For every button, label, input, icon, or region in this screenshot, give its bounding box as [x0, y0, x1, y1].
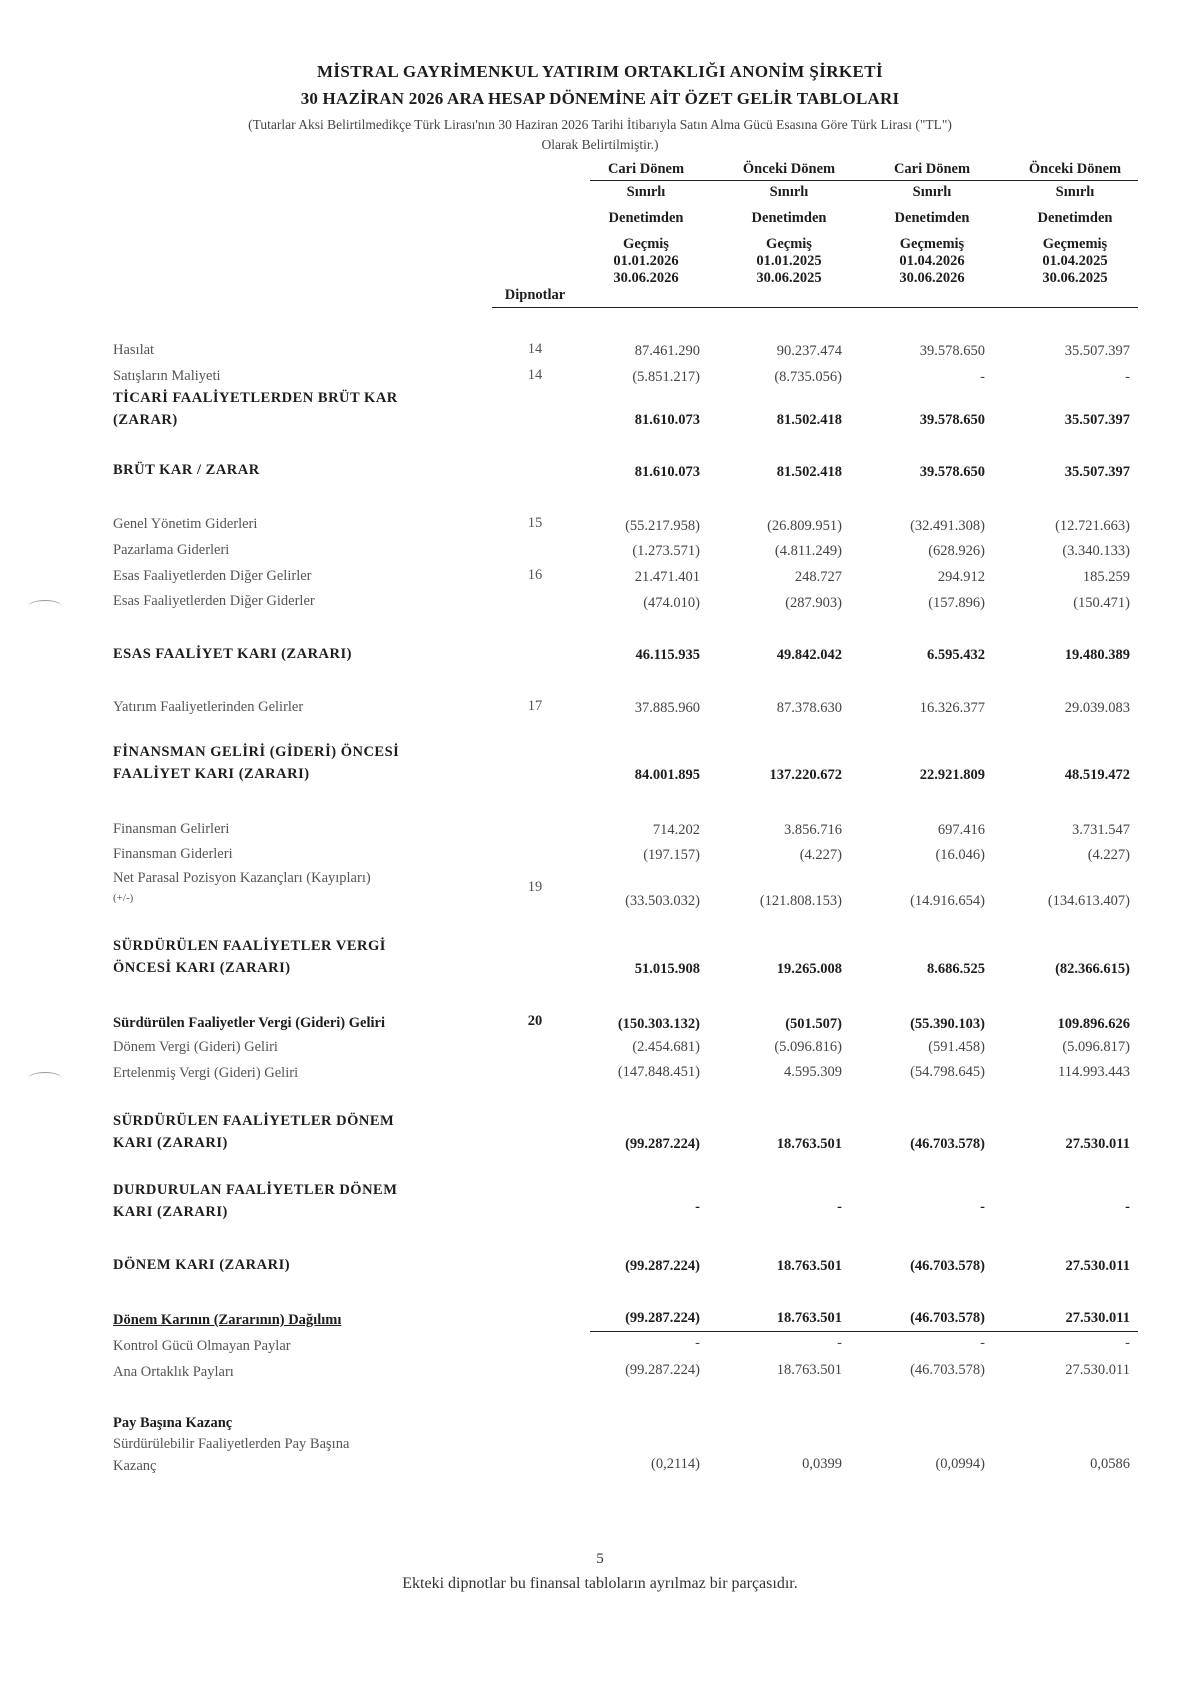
- row-value: 4.595.309: [784, 1064, 842, 1080]
- row-value: (3.340.133): [1062, 543, 1130, 559]
- distribution-rule: [590, 1331, 1138, 1332]
- row-label: Pazarlama Giderleri: [113, 542, 230, 558]
- row-value: (46.703.578): [910, 1310, 985, 1326]
- row-value: 3.856.716: [784, 822, 842, 838]
- row-value: (1.273.571): [632, 543, 700, 559]
- row-value: (150.471): [1073, 595, 1130, 611]
- row-label: Satışların Maliyeti: [113, 368, 221, 384]
- header-rule: [492, 307, 1138, 308]
- row-value: 29.039.083: [1064, 700, 1130, 716]
- row-label: Dönem Karının (Zararının) Dağılımı: [113, 1312, 342, 1328]
- row-label: Sürdürülen Faaliyetler Vergi (Gideri) Geliri: [113, 1015, 385, 1031]
- row-value: (4.811.249): [774, 543, 842, 559]
- row-value: 39.578.650: [919, 464, 985, 480]
- statement-title: 30 HAZİRAN 2026 ARA HESAP DÖNEMİNE AİT ÖZET GELİR TABLOLARI: [300, 89, 900, 108]
- row-value: 81.502.418: [776, 464, 842, 480]
- row-value: 18.763.501: [776, 1362, 842, 1378]
- row-value: 35.507.397: [1064, 412, 1130, 428]
- row-label: Hasılat: [113, 342, 155, 358]
- row-value: (157.896): [928, 595, 985, 611]
- row-value: 248.727: [794, 569, 842, 585]
- row-value: (99.287.224): [625, 1310, 700, 1326]
- row-value: 109.896.626: [1057, 1016, 1130, 1032]
- row-value: (46.703.578): [910, 1136, 985, 1152]
- row-value: 46.115.935: [635, 647, 700, 663]
- header-rule: [590, 180, 1138, 181]
- row-value: (8.735.056): [774, 369, 842, 385]
- row-value: (0,0994): [935, 1456, 985, 1472]
- row-value: (55.390.103): [910, 1016, 985, 1032]
- row-value: 3.731.547: [1072, 822, 1130, 838]
- row-label: ESAS FAALİYET KARI (ZARARI): [113, 646, 352, 662]
- row-value: (628.926): [928, 543, 985, 559]
- row-value: 27.530.011: [1065, 1310, 1130, 1326]
- row-label: DURDURULAN FAALİYETLER DÖNEM KARI (ZARARI): [113, 1182, 398, 1220]
- row-value: 81.502.418: [776, 412, 842, 428]
- row-label: SÜRDÜRÜLEN FAALİYETLER VERGİ ÖNCESİ KARI (ZARARI): [113, 938, 386, 976]
- row-value: (99.287.224): [625, 1258, 700, 1274]
- row-value: -: [1125, 1199, 1130, 1215]
- row-value: 39.578.650: [919, 412, 985, 428]
- row-value: (287.903): [785, 595, 842, 611]
- row-value: 0,0586: [1090, 1456, 1130, 1472]
- row-note: 16: [527, 567, 543, 583]
- row-note: 20: [527, 1013, 543, 1029]
- row-value: (474.010): [643, 595, 700, 611]
- row-value: -: [980, 1199, 985, 1215]
- row-value: (99.287.224): [625, 1136, 700, 1152]
- row-value: (82.366.615): [1055, 961, 1130, 977]
- row-label: FİNANSMAN GELİRİ (GİDERİ) ÖNCESİ FAALİYET KARI (ZARARI): [113, 744, 400, 782]
- row-value: 19.480.389: [1064, 647, 1130, 663]
- row-value: 37.885.960: [634, 700, 700, 716]
- row-value: (14.916.654): [910, 893, 985, 909]
- row-value: 27.530.011: [1065, 1136, 1130, 1152]
- scan-mark: [28, 600, 62, 613]
- row-value: 6.595.432: [927, 647, 985, 663]
- row-label: Esas Faaliyetlerden Diğer Giderler: [113, 593, 315, 609]
- row-value: 87.461.290: [634, 343, 700, 359]
- row-note: 15: [527, 515, 543, 531]
- row-note: 19: [527, 879, 543, 895]
- row-value: 90.237.474: [776, 343, 842, 359]
- row-value: (5.096.817): [1062, 1039, 1130, 1055]
- row-value: (54.798.645): [910, 1064, 985, 1080]
- row-note: 14: [527, 341, 543, 357]
- row-value: 294.912: [937, 569, 985, 585]
- row-value: 16.326.377: [919, 700, 985, 716]
- col-header: Önceki Dönem Sınırlı Denetimden Geçmiş 01.01.2025 30.06.2025: [742, 161, 836, 286]
- row-value: (2.454.681): [632, 1039, 700, 1055]
- row-label: Yatırım Faaliyetlerinden Gelirler: [113, 699, 304, 715]
- row-value: (501.507): [785, 1016, 842, 1032]
- row-label: Pay Başına Kazanç: [113, 1415, 233, 1431]
- row-label: Ana Ortaklık Payları: [113, 1364, 234, 1380]
- scan-mark: [28, 1072, 62, 1085]
- row-label: Kontrol Gücü Olmayan Paylar: [113, 1338, 291, 1354]
- row-value: (99.287.224): [625, 1362, 700, 1378]
- row-value: (5.096.816): [774, 1039, 842, 1055]
- row-value: (33.503.032): [625, 893, 700, 909]
- row-value: (32.491.308): [910, 518, 985, 534]
- row-value: -: [837, 1335, 842, 1351]
- row-value: -: [1125, 369, 1130, 385]
- row-label: Sürdürülebilir Faaliyetlerden Pay Başına Kazanç: [113, 1436, 350, 1474]
- row-value: (46.703.578): [910, 1362, 985, 1378]
- col-header: Önceki Dönem Sınırlı Denetimden Geçmemiş 01.04.2025 30.06.2025: [1028, 161, 1122, 286]
- row-value: -: [980, 369, 985, 385]
- row-value: (591.458): [928, 1039, 985, 1055]
- row-value: 137.220.672: [769, 767, 842, 783]
- row-label: TİCARİ FAALİYETLERDEN BRÜT KAR (ZARAR): [113, 390, 398, 428]
- currency-note-line2: Olarak Belirtilmiştir.): [541, 137, 659, 152]
- row-value: 48.519.472: [1064, 767, 1130, 783]
- row-value: 81.610.073: [634, 464, 700, 480]
- row-value: 185.259: [1082, 569, 1130, 585]
- company-title: MİSTRAL GAYRİMENKUL YATIRIM ORTAKLIĞI ANONİM ŞİRKETİ: [316, 62, 884, 81]
- row-value: 18.763.501: [776, 1136, 842, 1152]
- row-label: DÖNEM KARI (ZARARI): [113, 1257, 291, 1273]
- row-value: (134.613.407): [1047, 893, 1130, 909]
- row-value: (150.303.132): [617, 1016, 700, 1032]
- row-label: Genel Yönetim Giderleri: [113, 516, 258, 532]
- row-value: 39.578.650: [919, 343, 985, 359]
- row-value: 35.507.397: [1064, 343, 1130, 359]
- row-value: 0,0399: [802, 1456, 842, 1472]
- footer-note: Ekteki dipnotlar bu finansal tabloların ayrılmaz bir parçasıdır.: [402, 1575, 798, 1592]
- row-value: (12.721.663): [1055, 518, 1130, 534]
- row-value: 27.530.011: [1065, 1258, 1130, 1274]
- row-value: (197.157): [643, 847, 700, 863]
- row-value: 714.202: [652, 822, 700, 838]
- row-value: (26.809.951): [767, 518, 842, 534]
- row-value: (55.217.958): [625, 518, 700, 534]
- row-value: (147.848.451): [617, 1064, 700, 1080]
- row-value: (121.808.153): [759, 893, 842, 909]
- row-label: Esas Faaliyetlerden Diğer Gelirler: [113, 568, 312, 584]
- row-value: 27.530.011: [1065, 1362, 1130, 1378]
- row-value: -: [980, 1335, 985, 1351]
- row-value: (4.227): [1087, 847, 1130, 863]
- row-value: (4.227): [799, 847, 842, 863]
- row-value: -: [695, 1199, 700, 1215]
- row-value: -: [837, 1199, 842, 1215]
- row-value: 21.471.401: [634, 569, 700, 585]
- row-value: 22.921.809: [919, 767, 985, 783]
- row-label: Dönem Vergi (Gideri) Geliri: [113, 1039, 278, 1055]
- row-value: -: [695, 1335, 700, 1351]
- row-value: (5.851.217): [632, 369, 700, 385]
- dipnotlar-header: Dipnotlar: [504, 287, 566, 303]
- row-value: 19.265.008: [776, 961, 842, 977]
- row-label: SÜRDÜRÜLEN FAALİYETLER DÖNEM KARI (ZARARI): [113, 1113, 395, 1151]
- row-label: Net Parasal Pozisyon Kazançları (Kayıpları) (+/-): [113, 870, 371, 904]
- row-note: 17: [527, 698, 543, 714]
- row-value: 35.507.397: [1064, 464, 1130, 480]
- row-value: 49.842.042: [776, 647, 842, 663]
- col-header: Cari Dönem Sınırlı Denetimden Geçmemiş 01.04.2026 30.06.2026: [893, 161, 971, 286]
- row-value: (46.703.578): [910, 1258, 985, 1274]
- row-value: 8.686.525: [927, 961, 985, 977]
- row-label: Ertelenmiş Vergi (Gideri) Geliri: [113, 1065, 299, 1081]
- row-value: 81.610.073: [634, 412, 700, 428]
- row-value: -: [1125, 1335, 1130, 1351]
- row-note: 14: [527, 367, 543, 383]
- row-label: Finansman Giderleri: [113, 846, 233, 862]
- row-value: 51.015.908: [634, 961, 700, 977]
- row-value: (16.046): [935, 847, 985, 863]
- currency-note-line1: (Tutarlar Aksi Belirtilmedikçe Türk Lirası'nın 30 Haziran 2026 Tarihi İtibarıyla Satın Alma Gücü Esasına Göre Türk Lirası ("TL"): [248, 117, 952, 132]
- row-label: BRÜT KAR / ZARAR: [113, 462, 260, 478]
- page-number: 5: [596, 1551, 604, 1567]
- row-value: 84.001.895: [634, 767, 700, 783]
- row-value: 87.378.630: [776, 700, 842, 716]
- col-header: Cari Dönem Sınırlı Denetimden Geçmiş 01.01.2026 30.06.2026: [607, 161, 685, 286]
- row-value: 18.763.501: [776, 1310, 842, 1326]
- row-value: 18.763.501: [776, 1258, 842, 1274]
- row-value: (0,2114): [651, 1456, 700, 1472]
- row-label: Finansman Gelirleri: [113, 821, 230, 837]
- row-value: 114.993.443: [1058, 1064, 1130, 1080]
- row-value: 697.416: [937, 822, 985, 838]
